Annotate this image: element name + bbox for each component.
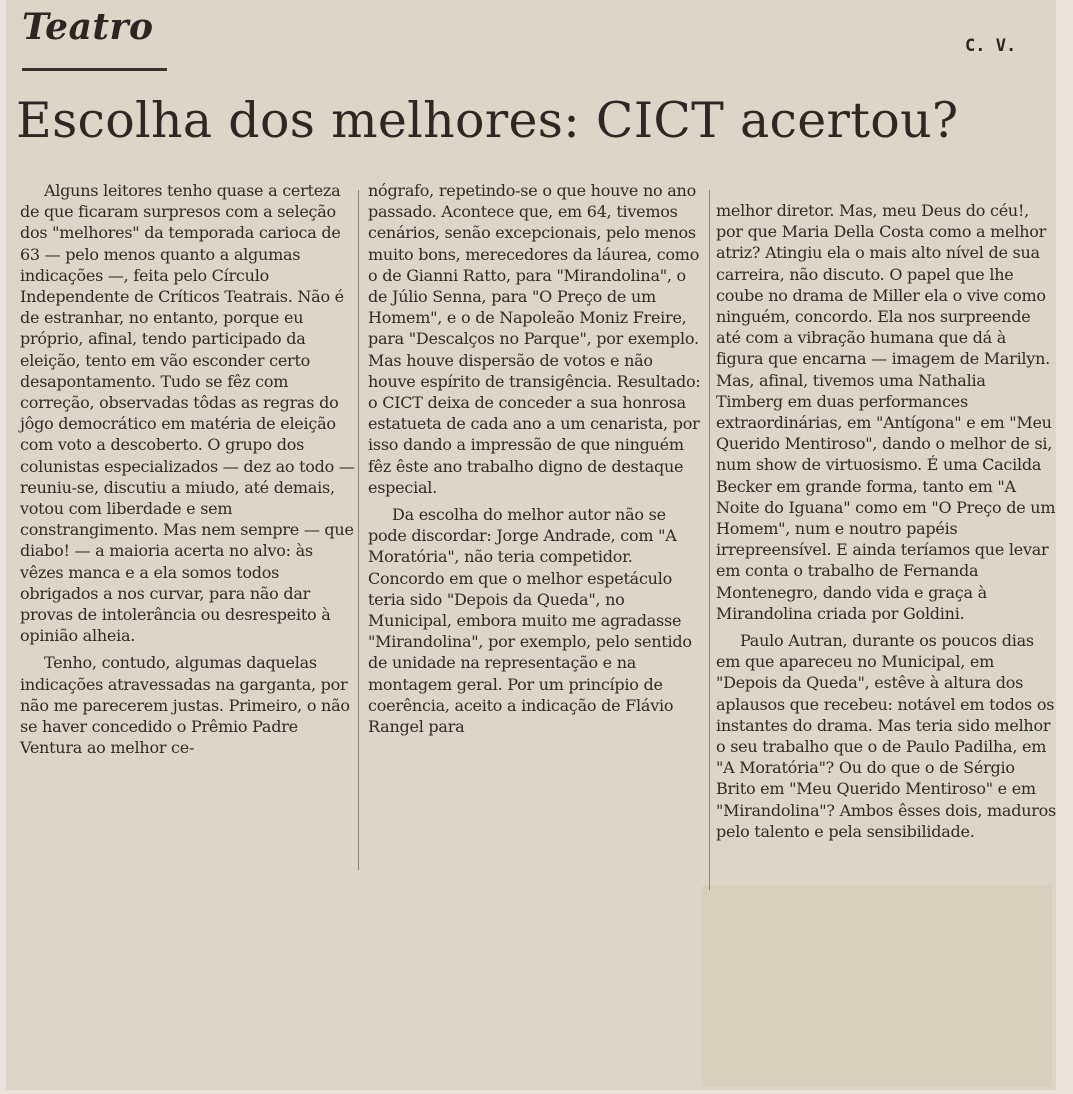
byline: C. V. [965,36,1017,56]
paragraph: melhor diretor. Mas, meu Deus do céu!, por que Maria Della Costa como a melhor atriz? Atingiu ela o mais alto nível de sua carreira, não discuto. O papel que lhe coube no drama de Miller ela o vive como ninguém, concordo. Ela nos surpreende até com a vibração humana que dá à figura que encarna — imagem de Marilyn. Mas, afinal, tivemos uma Nathalia Timberg em duas performances extraordinárias, em "Antígona" e em "Meu Querido Mentiroso", dando o melhor de si, num show de virtuosismo. É uma Cacilda Becker em grande forma, tanto em "A Noite do Iguana" como em "O Preço de um Homem", num e noutro papéis irrepreensível. E ainda teríamos que levar em conta o trabalho de Fernanda Montenegro, dando vida e graça à Mirandolina criada por Goldini. [716,201,1056,623]
paragraph: nógrafo, repetindo-se o que houve no ano passado. Acontece que, em 64, tivemos cenários, senão excepcionais, pelo menos muito bons, merecedores da láurea, como o de Gianni Ratto, para "Mirandolina", o de Júlio Senna, para "O Preço de um Homem", e o de Napoleão Moniz Freire, para "Descalços no Parque", por exemplo. Mas houve dispersão de votos e não houve espírito de transigência. Resultado: o CICT deixa de conceder a sua honrosa estatueta de cada ano a um cenarista, por isso dando a impressão de que ninguém fêz êste ano trabalho digno de destaque especial. [368,181,701,497]
column-divider [709,190,710,890]
article-column-3 [716,200,1056,842]
paragraph: Paulo Autran, durante os poucos dias em que apareceu no Municipal, em "Depois da Queda", estêve à altura dos aplausos que recebeu: notável em todos os instantes do drama. Mas teria sido melhor o seu trabalho que o de Paulo Padilha, em "A Moratória"? Ou do que o de Sérgio Brito em "Meu Querido Mentiroso" e em "Mirandolina"? Ambos êsses dois, maduros pelo talento e pela sensibilidade. [716,631,1057,841]
article-column-2 [368,180,703,737]
column-divider [358,190,359,870]
paragraph: Da escolha do melhor autor não se pode discordar: Jorge Andrade, com "A Moratória", não teria competidor. Concordo em que o melhor espetáculo teria sido "Depois da Queda", no Municipal, embora muito me agradasse "Mirandolina", por exemplo, pelo sentido de unidade na representação e na montagem geral. Por um princípio de coerência, aceito a indicação de Flávio Rangel para [368,505,692,737]
clipping-lower-flap [702,885,1052,1087]
article-column-1 [20,180,355,758]
section-label: Teatro [22,6,154,48]
paragraph: Alguns leitores tenho quase a certeza de que ficaram surpresos com a seleção dos "melhores" da temporada carioca de 63 — pelo menos quanto a algumas indicações —, feita pelo Círculo Independente de Críticos Teatrais. Não é de estranhar, no entanto, porque eu próprio, afinal, tendo participado da eleição, tento em vão esconder certo desapontamento. Tudo se fêz com correção, observadas tôdas as regras do jôgo democrático em matéria de eleição com voto a descoberto. O grupo dos colunistas especializados — dez ao todo — reuniu-se, discutiu a miudo, até demais, votou com liberdade e sem constrangimento. Mas nem sempre — que diabo! — a maioria acerta no alvo: às vêzes manca e a ela somos todos obrigados a nos curvar, para não dar provas de intolerância ou desrespeito à opinião alheia. [20,181,355,646]
headline: Escolha dos melhores: CICT acertou? [16,92,959,149]
section-rule [22,68,167,71]
paragraph: Tenho, contudo, algumas daquelas indicações atravessadas na garganta, por não me parecerem justas. Primeiro, o não se haver concedido o Prêmio Padre Ventura ao melhor ce- [20,653,350,758]
